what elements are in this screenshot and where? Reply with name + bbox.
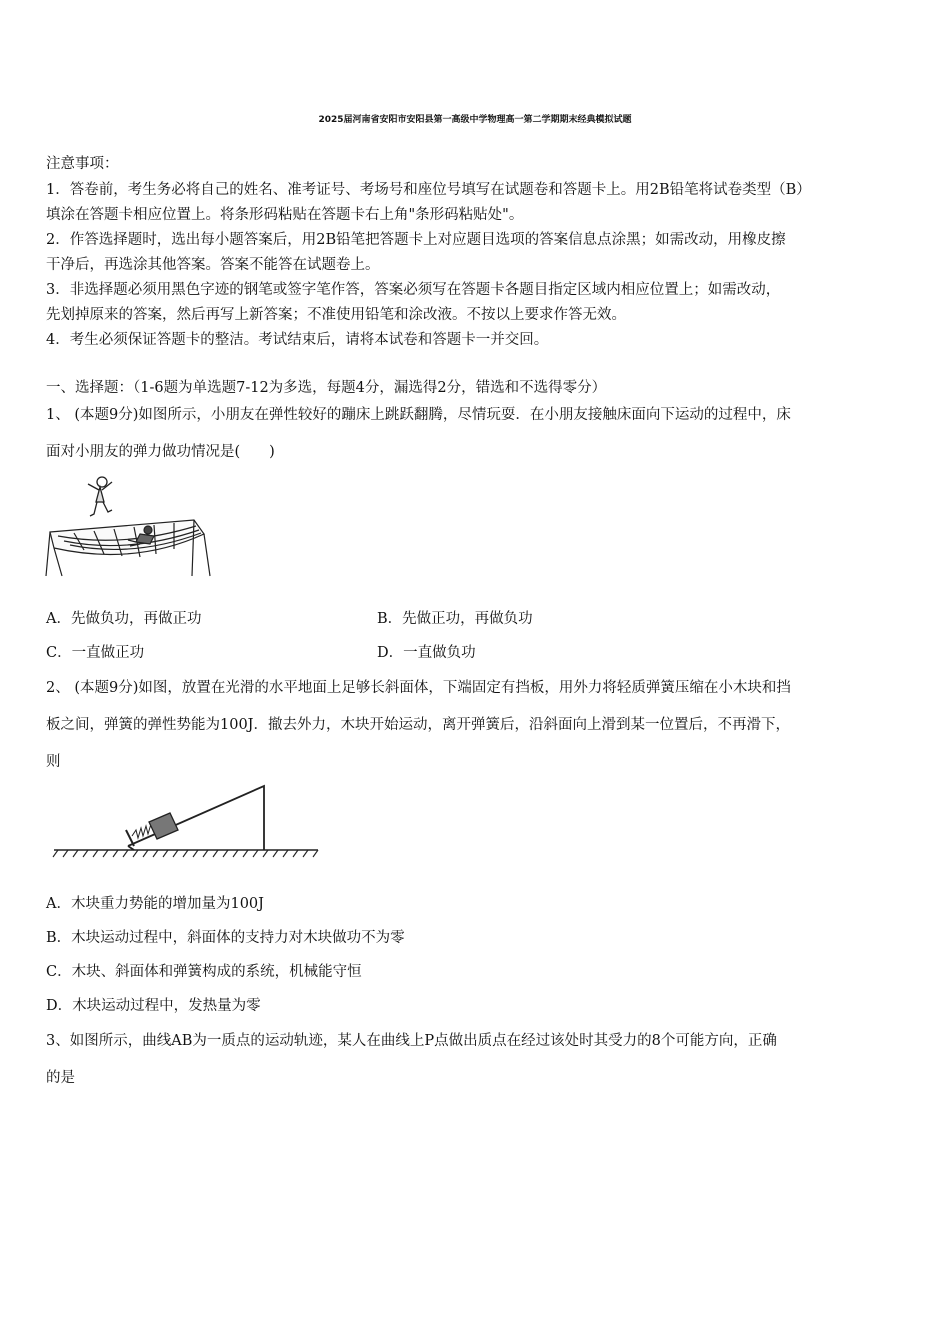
page-title: 2025届河南省安阳市安阳县第一高级中学物理高一第二学期期末经典模拟试题: [318, 115, 632, 125]
q3-stem-line-2: 的是: [46, 1070, 75, 1086]
q2-option-c: C．木块、斜面体和弹簧构成的系统，机械能守恒: [46, 964, 362, 980]
q1-option-b: B．先做正功，再做负功: [377, 611, 533, 627]
notice-item-3-line-1: 3．非选择题必须用黑色字迹的钢笔或签字笔作答，答案必须写在答题卡各题目指定区域内相应位置上；如需改动，: [46, 282, 781, 298]
q3-stem-line-1: 3、如图所示，曲线AB为一质点的运动轨迹，某人在曲线上P点做出质点在经过该处时其受力的8个可能方向，正确: [46, 1033, 777, 1049]
notice-item-1-line-2: 填涂在答题卡相应位置上。将条形码粘贴在答题卡右上角"条形码粘贴处"。: [46, 207, 524, 223]
q2-option-d: D．木块运动过程中，发热量为零: [46, 998, 261, 1014]
child-figure: [88, 477, 112, 516]
q2-stem-line-1: 2、 (本题9分)如图，放置在光滑的水平地面上足够长斜面体，下端固定有挡板，用外力将轻质弹簧压缩在小木块和挡: [46, 680, 791, 696]
q2-option-b: B．木块运动过程中，斜面体的支持力对木块做功不为零: [46, 930, 405, 946]
notice-heading: 注意事项：: [46, 156, 119, 172]
q2-stem-line-2: 板之间，弹簧的弹性势能为100J．撤去外力，木块开始运动，离开弹簧后，沿斜面向上滑到某一位置后，不再滑下，: [46, 717, 790, 733]
q1-stem-line-1: 1、 (本题9分)如图所示，小朋友在弹性较好的蹦床上跳跃翻腾，尽情玩耍．在小朋友接触床面向下运动的过程中，床: [46, 407, 791, 423]
q1-stem-line-2: 面对小朋友的弹力做功情况是( ): [46, 444, 275, 460]
trampoline-net: [46, 520, 210, 576]
spring: [132, 824, 151, 838]
q1-option-a: A．先做负功，再做正功: [46, 611, 202, 627]
notice-item-3-line-2: 先划掉原来的答案，然后再写上新答案；不准使用铅笔和涂改液。不按以上要求作答无效。: [46, 307, 626, 323]
incline-figure: [52, 780, 322, 864]
q2-stem-line-3: 则: [46, 754, 61, 770]
q1-option-c: C．一直做正功: [46, 645, 145, 661]
notice-item-4: 4．考生必须保证答题卡的整洁。考试结束后，请将本试卷和答题卡一并交回。: [46, 332, 549, 348]
trampoline-figure: [44, 470, 214, 582]
ground-hatching: [53, 850, 318, 857]
section-1-heading: 一、选择题：（1-6题为单选题7-12为多选，每题4分，漏选得2分，错选和不选得零分）: [46, 380, 607, 396]
q1-option-d: D．一直做负功: [377, 645, 476, 661]
q2-option-a: A．木块重力势能的增加量为100J: [46, 896, 264, 912]
stopper-plate: [126, 830, 134, 846]
incline-wedge: [128, 786, 264, 850]
notice-item-2-line-1: 2．作答选择题时，选出每小题答案后，用2B铅笔把答题卡上对应题目选项的答案信息点涂黑；如需改动，用橡皮擦: [46, 232, 786, 248]
notice-item-2-line-2: 干净后，再选涂其他答案。答案不能答在试题卷上。: [46, 257, 380, 273]
notice-item-1-line-1: 1．答卷前，考生务必将自己的姓名、准考证号、考场号和座位号填写在试题卷和答题卡上。用2B铅笔将试卷类型（B）: [46, 182, 811, 198]
